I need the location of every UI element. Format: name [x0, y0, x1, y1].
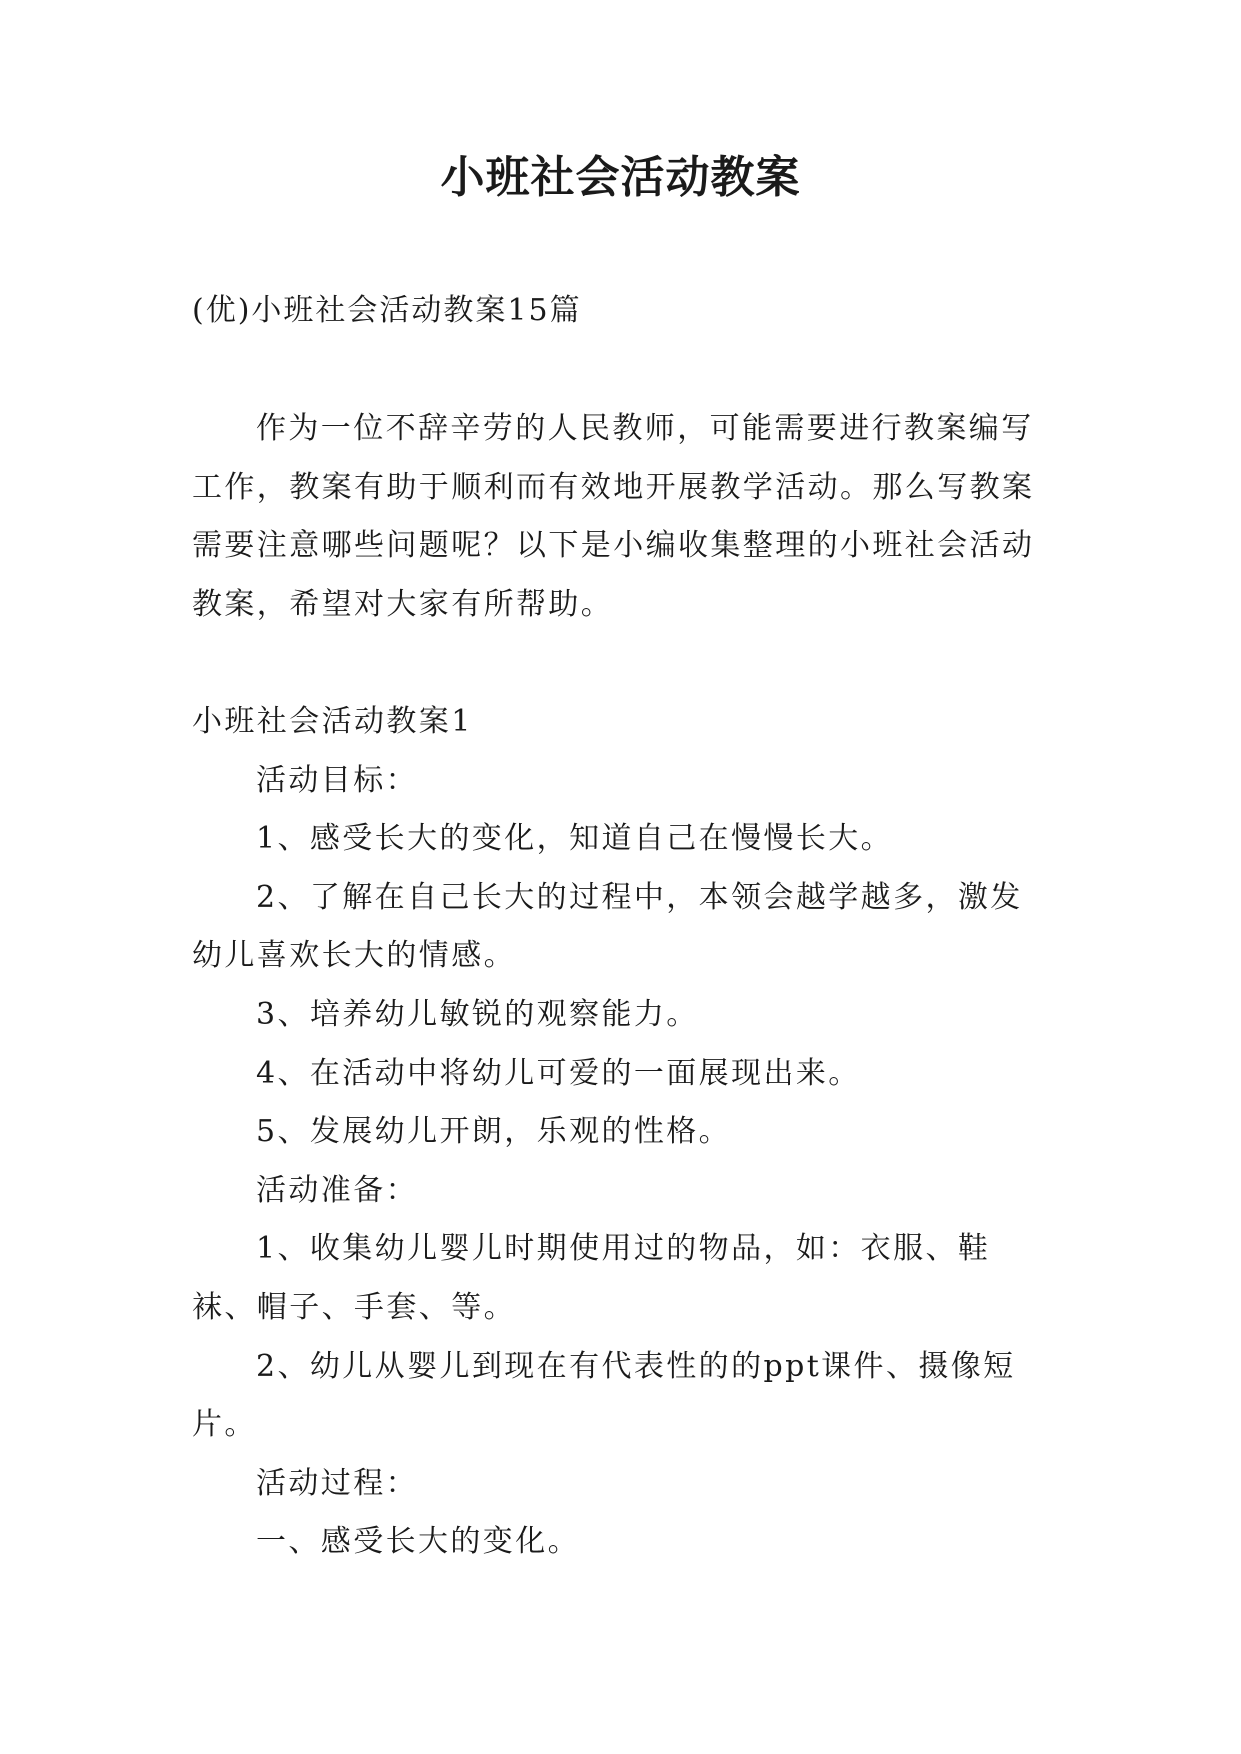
intro-paragraph: 作为一位不辞辛劳的人民教师，可能需要进行教案编写工作，教案有助于顺利而有效地开展教学活动。那么写教案需要注意哪些问题呢？以下是小编收集整理的小班社会活动教案，希望对大家有所帮助。: [192, 411, 1035, 622]
goals-label: 活动目标：: [256, 762, 418, 798]
goal-item: 4、在活动中将幼儿可爱的一面展现出来。: [256, 1055, 861, 1091]
prep-item: 1、收集幼儿婴儿时期使用过的物品，如：衣服、鞋袜、帽子、手套、等。: [192, 1231, 991, 1325]
prep-label: 活动准备：: [256, 1172, 418, 1208]
process-label: 活动过程：: [256, 1465, 418, 1501]
paragraph-spacer: [192, 634, 1054, 693]
goal-item: 3、培养幼儿敏锐的观察能力。: [256, 996, 699, 1032]
document-body: [192, 400, 1054, 1572]
document-title: 小班社会活动教案: [440, 152, 801, 203]
goal-item: 5、发展幼儿开朗，乐观的性格。: [256, 1114, 732, 1150]
goal-item: 1、感受长大的变化，知道自己在慢慢长大。: [256, 821, 894, 857]
prep-item: 2、幼儿从婴儿到现在有代表性的的ppt课件、摄像短片。: [192, 1348, 1016, 1443]
goal-item: 2、了解在自己长大的过程中，本领会越学越多，激发幼儿喜欢长大的情感。: [192, 879, 1023, 974]
process-item: 一、感受长大的变化。: [256, 1524, 580, 1560]
section-heading: 小班社会活动教案1: [192, 703, 473, 739]
document-subtitle: (优)小班社会活动教案15篇: [192, 293, 582, 328]
